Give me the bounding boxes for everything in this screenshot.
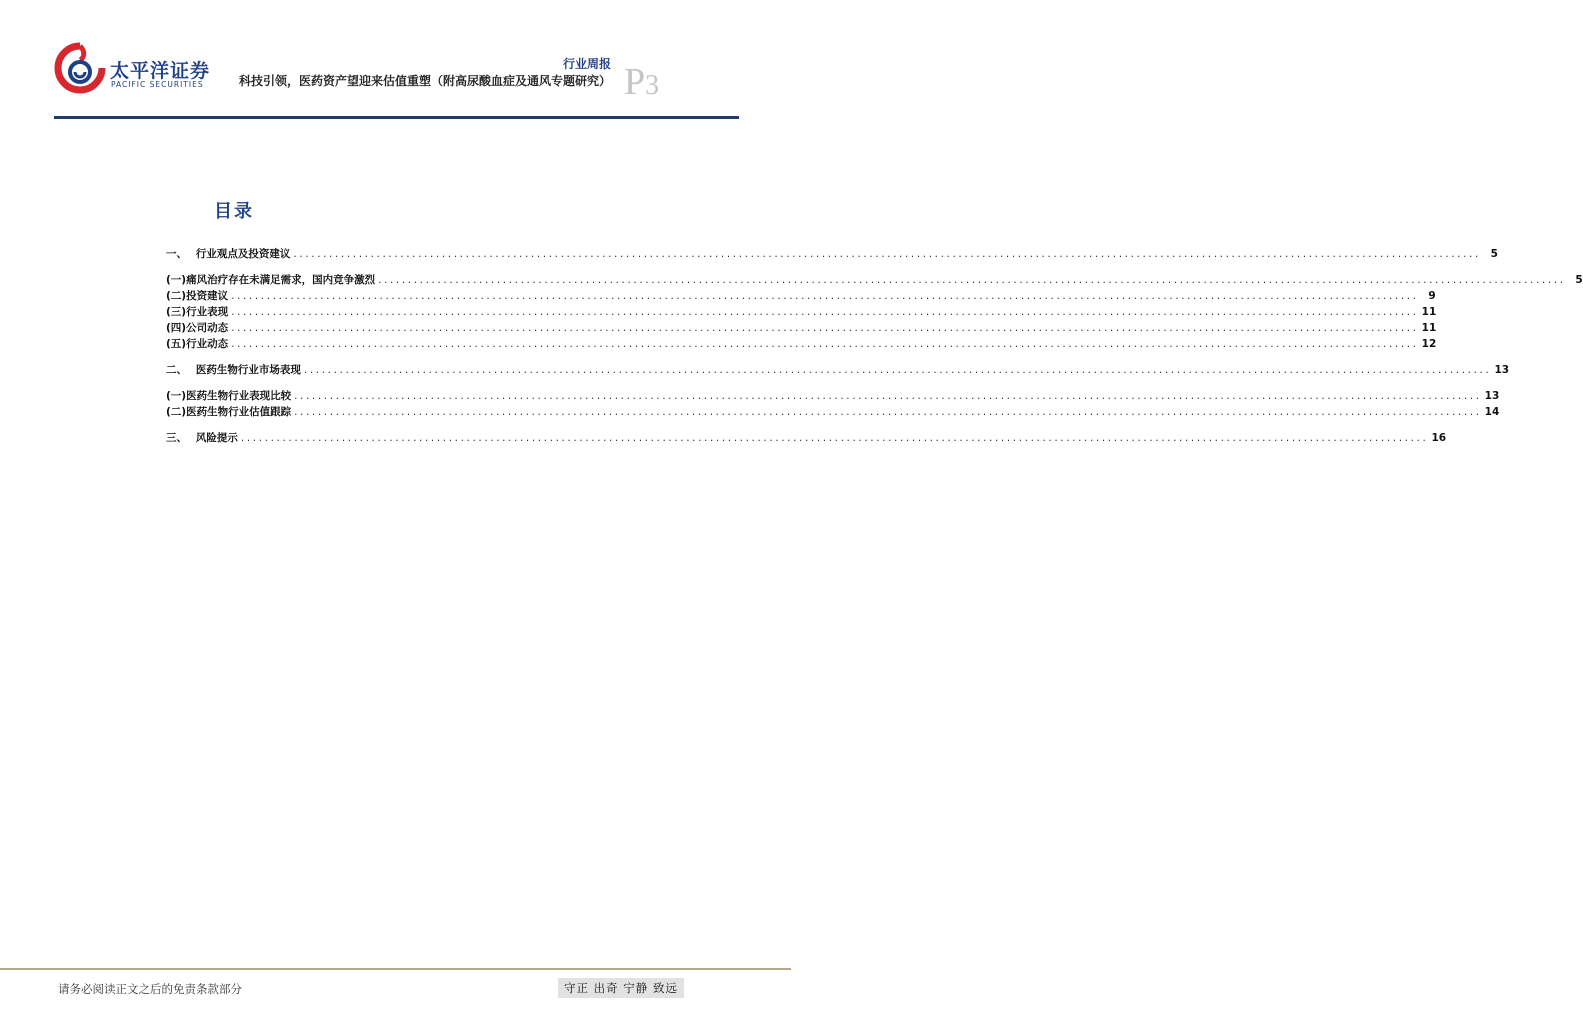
- toc-entry[interactable]: [166, 430, 1447, 446]
- report-type: 行业周报: [562, 57, 611, 71]
- toc-entry-page: 11: [1421, 322, 1437, 334]
- toc-entry-page: 5: [1575, 274, 1583, 286]
- toc-dot-leader: ........................................................................................................................................................................................................: [378, 274, 1566, 286]
- toc-entry-label: 投资建议: [186, 290, 229, 302]
- table-of-contents: [166, 246, 1583, 446]
- toc-dot-leader: ........................................................................................................................................................................................................: [231, 338, 1419, 350]
- toc-entry-page: 5: [1490, 248, 1498, 260]
- toc-entry[interactable]: [166, 404, 1500, 420]
- page-letter: P: [624, 61, 646, 103]
- toc-entry-page: 13: [1484, 390, 1500, 402]
- toc-dot-leader: ........................................................................................................................................................................................................: [231, 306, 1419, 318]
- report-title: 科技引领，医药资产望迎来估值重塑（附高尿酸血症及通风专题研究）: [238, 74, 611, 88]
- page-digit: 3: [645, 70, 660, 101]
- toc-entry-number: (五): [166, 338, 187, 350]
- toc-entry-label: 风险提示: [195, 432, 238, 444]
- toc-entry-label: 医药生物行业表现比较: [186, 390, 292, 402]
- toc-entry-label: 行业观点及投资建议: [195, 248, 291, 260]
- toc-entry[interactable]: [166, 362, 1510, 378]
- toc-entry-page: 9: [1428, 290, 1436, 302]
- logo-english-name: PACIFIC SECURITIES: [111, 80, 204, 89]
- toc-entry[interactable]: [166, 388, 1500, 404]
- toc-entry-label: 行业表现: [186, 306, 229, 318]
- toc-entry[interactable]: [166, 336, 1437, 352]
- toc-dot-leader: ........................................................................................................................................................................................................: [231, 290, 1419, 302]
- toc-entry-number: (二): [166, 290, 187, 302]
- toc-entry-number: (三): [166, 306, 187, 318]
- toc-entry-page: 12: [1421, 338, 1437, 350]
- toc-entry-number: (二): [166, 406, 187, 418]
- toc-entry-number: (一): [166, 390, 187, 402]
- toc-entry-page: 13: [1494, 364, 1510, 376]
- toc-entry-label: 医药生物行业市场表现: [195, 364, 301, 376]
- toc-entry[interactable]: [166, 272, 1583, 288]
- toc-dot-leader: ........................................................................................................................................................................................................: [294, 390, 1482, 402]
- toc-dot-leader: ........................................................................................................................................................................................................: [294, 406, 1482, 418]
- footer-divider: [0, 968, 791, 970]
- footer-disclaimer: 请务必阅读正文之后的免责条款部分: [58, 982, 242, 996]
- toc-entry-number: (一): [166, 274, 187, 286]
- toc-entry-number: (四): [166, 322, 187, 334]
- header-divider: [54, 116, 739, 119]
- toc-dot-leader: ........................................................................................................................................................................................................: [293, 248, 1481, 260]
- toc-entry[interactable]: [166, 304, 1437, 320]
- logo-chinese-name: 太平洋证券: [110, 60, 211, 82]
- toc-entry[interactable]: [166, 288, 1436, 304]
- toc-entry-label: 痛风治疗存在未满足需求，国内竞争激烈: [186, 274, 376, 286]
- toc-entry[interactable]: [166, 320, 1437, 336]
- toc-entry-label: 医药生物行业估值跟踪: [186, 406, 292, 418]
- company-logo: [54, 42, 214, 100]
- toc-entry-label: 行业动态: [186, 338, 229, 350]
- toc-entry-page: 14: [1484, 406, 1500, 418]
- toc-entry-number: 一、: [166, 248, 196, 260]
- toc-entry-number: 二、: [166, 364, 196, 376]
- toc-dot-leader: ........................................................................................................................................................................................................: [231, 322, 1419, 334]
- toc-entry-page: 11: [1421, 306, 1437, 318]
- toc-entry[interactable]: [166, 246, 1498, 262]
- toc-entry-label: 公司动态: [186, 322, 229, 334]
- toc-dot-leader: ........................................................................................................................................................................................................: [240, 432, 1429, 444]
- toc-title: 目录: [214, 201, 254, 222]
- toc-entry-page: 16: [1431, 432, 1447, 444]
- pacific-securities-logo-icon: [54, 42, 106, 94]
- toc-entry-number: 三、: [166, 432, 196, 444]
- page-number: [624, 62, 659, 106]
- toc-dot-leader: ........................................................................................................................................................................................................: [303, 364, 1492, 376]
- footer-motto: 守正 出奇 宁静 致远: [558, 978, 684, 998]
